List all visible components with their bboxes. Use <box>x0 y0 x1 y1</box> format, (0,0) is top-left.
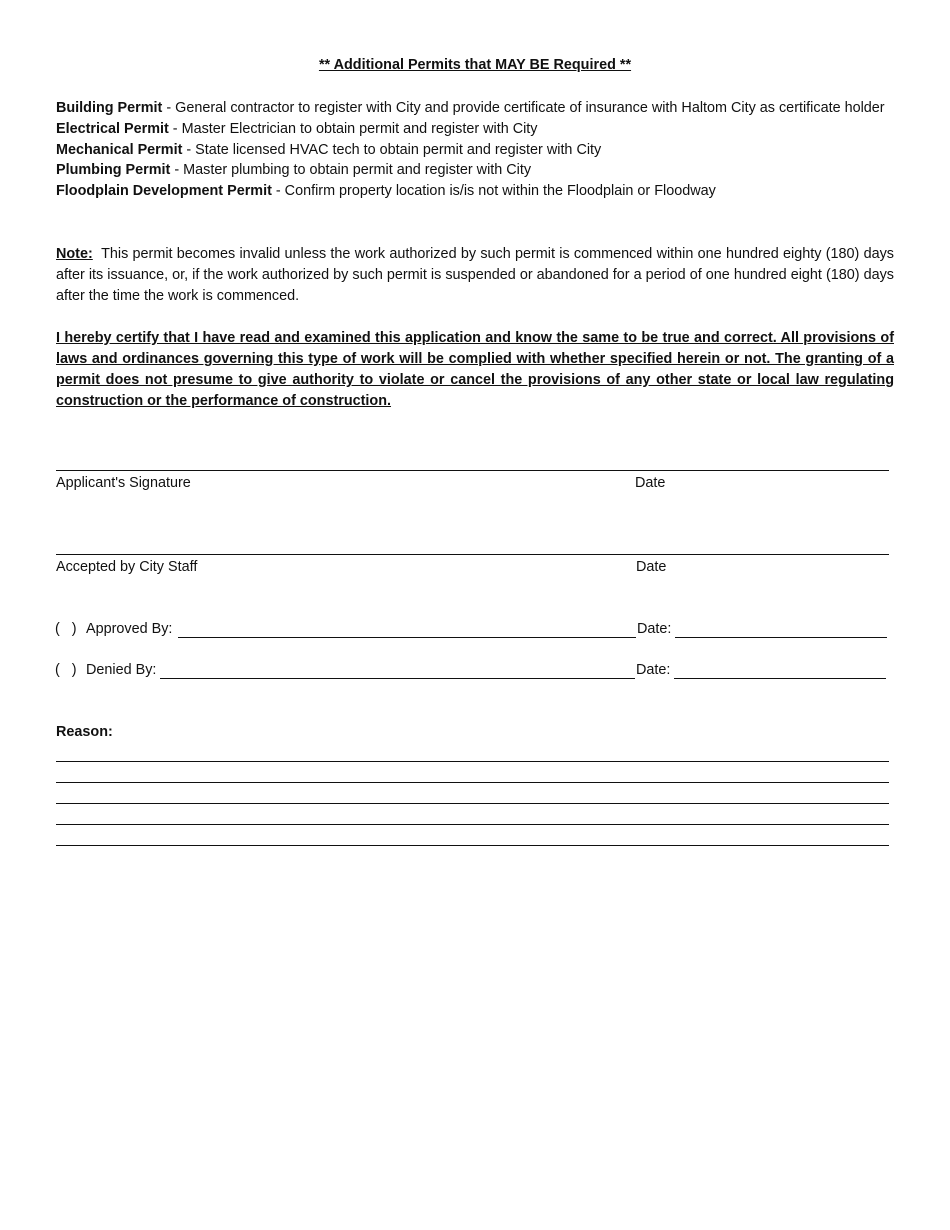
denied-by-label: Denied By: <box>86 662 157 678</box>
note-text: This permit becomes invalid unless the work authorized by such permit is commenced within one hundred eighty (180) days after its issuance, or, if the work authorized by such permit is suspended or abandoned for a period of one hundred eight (180) days after the time the work is commenced. <box>56 246 898 304</box>
reason-line-3[interactable] <box>56 803 889 804</box>
staff-label: Accepted by City Staff <box>56 559 198 575</box>
approved-checkbox[interactable]: ( ) <box>55 621 77 637</box>
permit-name: Building Permit <box>56 100 163 116</box>
permit-description: - General contractor to register with City and provide certificate of insurance with Haltom City as certificate holder <box>162 100 885 116</box>
permit-electrical <box>56 119 894 140</box>
permit-name: Floodplain Development Permit <box>56 183 272 200</box>
note-label: Note: <box>56 246 93 262</box>
approved-date-line[interactable] <box>675 637 887 638</box>
permit-name: Electrical Permit <box>56 120 169 137</box>
denied-date-label: Date: <box>636 662 671 678</box>
permit-building <box>56 98 894 119</box>
denied-checkbox[interactable]: ( ) <box>55 662 77 678</box>
permit-description: - Master Electrician to obtain permit and register with City <box>168 120 538 137</box>
certification-statement: I hereby certify that I have read and examined this application and know the same to be true and correct. All provisions of laws and ordinances governing this type of work will be complied with whether specified herein or not. The granting of a permit does not presume to give authority to violate or cancel the provisions of any other state or local law regulating construction or the performance of construction. <box>56 330 894 409</box>
permit-plumbing <box>56 160 894 181</box>
staff-signature-line[interactable] <box>56 554 889 555</box>
permit-name: Mechanical Permit <box>56 141 183 158</box>
permit-list <box>56 98 894 202</box>
permit-description: - Confirm property location is/is not within the Floodplain or Floodway <box>271 183 716 200</box>
approved-date-label: Date: <box>637 621 672 637</box>
applicant-date-label: Date <box>635 475 666 491</box>
reason-line-1[interactable] <box>56 761 889 762</box>
note-paragraph <box>56 244 898 307</box>
permit-description: - Master plumbing to obtain permit and register with City <box>170 162 532 179</box>
reason-line-2[interactable] <box>56 782 889 783</box>
permit-mechanical <box>56 140 894 161</box>
applicant-signature-line[interactable] <box>56 470 889 471</box>
approved-by-line[interactable] <box>178 637 636 638</box>
permit-name: Plumbing Permit <box>56 162 171 179</box>
denied-date-line[interactable] <box>674 678 886 679</box>
applicant-signature-label: Applicant's Signature <box>56 475 191 491</box>
permit-description: - State licensed HVAC tech to obtain permit and register with City <box>182 141 602 158</box>
reason-line-4[interactable] <box>56 824 889 825</box>
permit-floodplain <box>56 181 894 202</box>
denied-by-line[interactable] <box>160 678 635 679</box>
page-title: ** Additional Permits that MAY BE Required ** <box>318 57 632 73</box>
staff-date-label: Date <box>636 559 667 575</box>
approved-by-label: Approved By: <box>86 621 173 637</box>
reason-line-5[interactable] <box>56 845 889 846</box>
reason-label: Reason: <box>56 724 113 740</box>
